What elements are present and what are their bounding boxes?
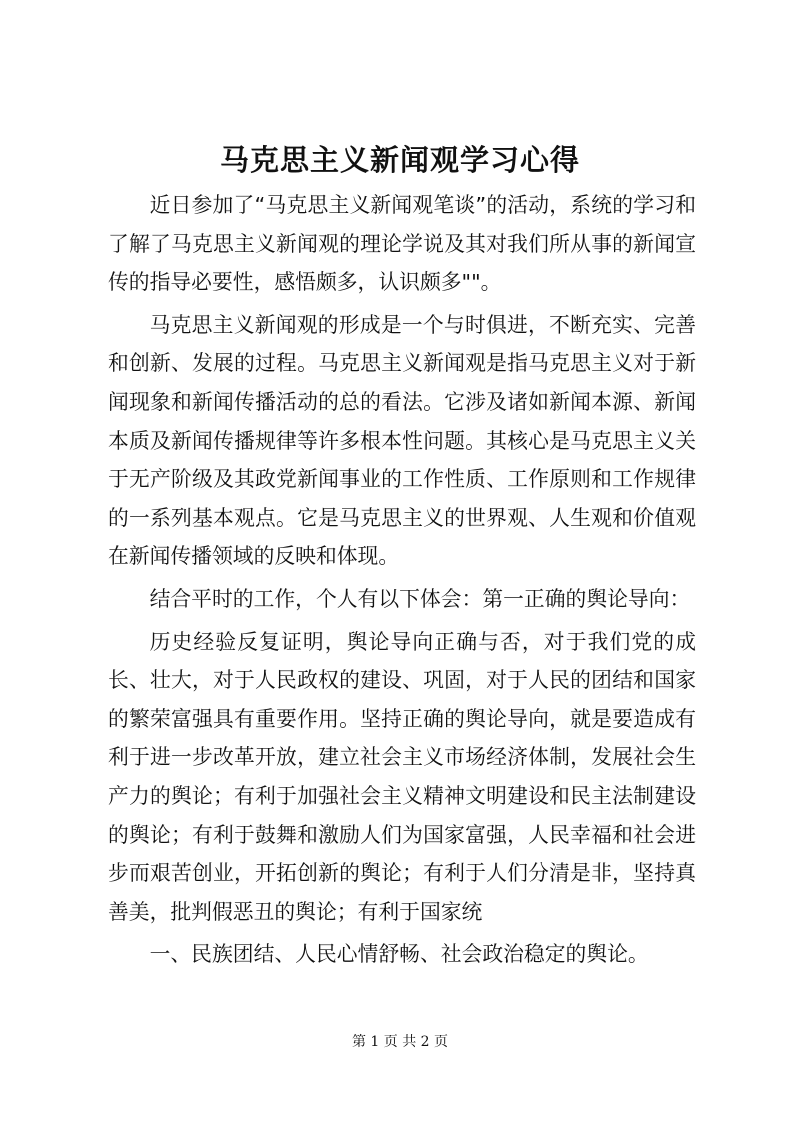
paragraph-guidance: 历史经验反复证明，舆论导向正确与否，对于我们党的成长、壮大，对于人民政权的建设、巩固，对于人民的团结和国家的繁荣富强具有重要作用。坚持正确的舆论导向，就是要造成有利于进一步改革开放，建立社会主义市场经济体制，发展社会生产力的舆论；有利于加强社会主义精神文明建设和民主法制建设的舆论；有利于鼓舞和激励人们为国家富强，人民幸福和社会进步而艰苦创业，开拓创新的舆论；有利于人们分清是非，坚持真善美，批判假恶丑的舆论；有利于国家统	[108, 629, 696, 924]
document-title: 马克思主义新闻观学习心得	[219, 143, 580, 177]
document-body	[108, 186, 696, 978]
paragraph-intro: 近日参加了“马克思主义新闻观笔谈”的活动，系统的学习和了解了马克思主义新闻观的理论学说及其对我们所从事的新闻宣传的指导必要性，感悟颇多，认识颇多""。	[108, 193, 696, 295]
page-number-footer: 第 1 页 共 2 页	[351, 1034, 449, 1050]
paragraph-definition: 马克思主义新闻观的形成是一个与时俱进，不断充实、完善和创新、发展的过程。马克思主义新闻观是指马克思主义对于新闻现象和新闻传播活动的总的看法。它涉及诸如新闻本源、新闻本质及新闻传播规律等许多根本性问题。其核心是马克思主义关于无产阶级及其政党新闻事业的工作性质、工作原则和工作规律的一系列基本观点。它是马克思主义的世界观、人生观和价值观在新闻传播领域的反映和体现。	[108, 312, 696, 569]
paragraph-experience-intro: 结合平时的工作，个人有以下体会：第一正确的舆论导向：	[149, 586, 691, 611]
paragraph-unity: 一、民族团结、人民心情舒畅、社会政治稳定的舆论。	[149, 942, 649, 967]
